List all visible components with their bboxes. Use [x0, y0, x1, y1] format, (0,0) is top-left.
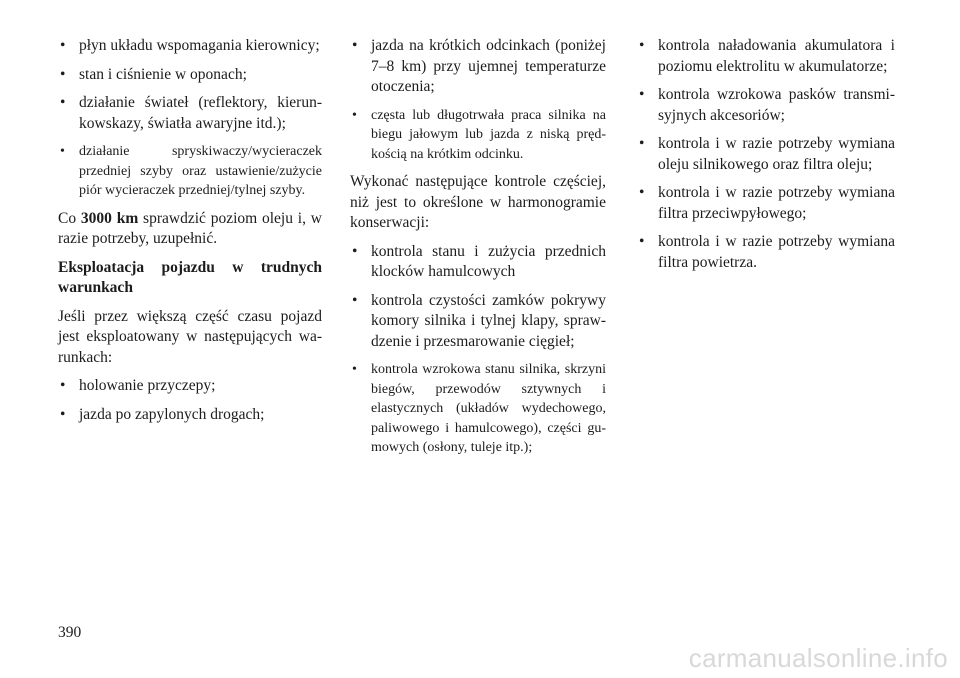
bullet-icon: • [639, 37, 645, 54]
list-item [58, 36, 322, 57]
middle-column [350, 36, 606, 466]
bullet-list [350, 242, 606, 458]
list-item [58, 65, 322, 86]
list-item-text: kontrola wzrokowa stanu silnika, skrzyni biegów, przewodów sztywnych i elastycznych (układów wydechowego, paliwowego i hamulcowego), części gumowych (osłony, tuleje itp.); [371, 362, 606, 455]
list-item-text: jazda na krótkich odcinkach (poniżej 7–8 km) przy ujemnej temperaturze otoczenia; [371, 37, 606, 95]
list-item-text: kontrola stanu i zużycia przednich klocków hamulcowych [371, 242, 606, 280]
list-item-text: kontrola naładowania akumulatora i poziomu elektrolitu w akumulatorze; [658, 37, 895, 75]
bullet-icon: • [60, 377, 66, 394]
bullet-icon: • [639, 233, 645, 250]
list-item-text: kontrola i w razie potrzeby wymiana filtra powietrza. [658, 233, 895, 271]
page-number: 390 [58, 624, 82, 641]
bullet-icon: • [60, 37, 66, 54]
list-item [637, 183, 895, 224]
list-item-text: stan i ciśnienie w oponach; [79, 65, 247, 83]
list-item [58, 142, 322, 201]
bullet-list [58, 376, 322, 425]
list-item-text: kontrola i w razie potrzeby wymiana oleju silnikowego oraz filtra oleju; [658, 135, 895, 173]
right-column [637, 36, 895, 281]
instruction-paragraph: Wykonać następujące kontrole częściej, niż jest to określone w harmonogramie konserwacji: [350, 173, 606, 231]
bullet-icon: • [60, 144, 65, 159]
list-item-text: kontrola wzrokowa pasków transmisyjnych akcesoriów; [658, 86, 895, 124]
bullet-list [58, 36, 322, 201]
list-item [637, 134, 895, 175]
watermark: carmanualsonline.info [688, 643, 948, 673]
intro-paragraph: Jeśli przez większą część czasu pojazd jest eksploatowany w następujących warunkach: [58, 307, 322, 366]
bullet-icon: • [352, 242, 358, 260]
list-item [637, 85, 895, 126]
bullet-icon: • [60, 65, 66, 83]
bullet-icon: • [639, 86, 645, 103]
list-item [350, 360, 606, 458]
paragraph-text: sprawdzić poziom oleju i, w razie potrzeby, uzupełnić. [58, 209, 322, 247]
left-column [58, 36, 322, 433]
section-heading: Eksploatacja pojazdu w trudnych warunkach [58, 258, 322, 296]
list-item [350, 36, 606, 98]
bullet-icon: • [352, 291, 358, 309]
list-item-text: kontrola i w razie potrzeby wymiana filtra przeciwpyłowego; [658, 184, 895, 222]
bullet-icon: • [352, 362, 357, 377]
mileage-bold: 3000 km [80, 209, 139, 227]
bullet-icon: • [352, 37, 358, 54]
bullet-icon: • [60, 94, 66, 111]
list-item [58, 93, 322, 134]
bullet-list [637, 36, 895, 273]
list-item [350, 291, 606, 353]
list-item-text: jazda po zapylonych drogach; [79, 405, 265, 423]
bullet-icon: • [352, 107, 357, 123]
list-item-text: holowanie przyczepy; [79, 377, 216, 394]
list-item [637, 232, 895, 273]
list-item-text: częsta lub długotrwała praca silnika na biegu jałowym lub jazda z niską prędkością na krótkim odcinku. [371, 107, 606, 162]
list-item [58, 376, 322, 397]
paragraph-text: Co [58, 209, 81, 227]
list-item [350, 106, 606, 165]
list-item-text: płyn układu wspomagania kierownicy; [79, 37, 320, 54]
list-item-text: kontrola czystości zamków pokrywy komory silnika i tylnej klapy, sprawdzenie i przesmarowanie cięgieł; [371, 291, 606, 350]
list-item [637, 36, 895, 77]
list-item [350, 242, 606, 283]
bullet-icon: • [639, 135, 645, 152]
bullet-list [350, 36, 606, 164]
oil-check-paragraph [58, 209, 322, 250]
list-item-text: działanie świateł (reflektory, kierunkowskazy, światła awaryjne itd.); [79, 94, 322, 132]
list-item-text: działanie spryskiwaczy/wycieraczek przedniej szyby oraz ustawienie/zużycie piór wycieraczek przedniej/tylnej szyby. [79, 144, 322, 198]
bullet-icon: • [60, 405, 66, 423]
list-item [58, 405, 322, 426]
bullet-icon: • [639, 184, 645, 201]
